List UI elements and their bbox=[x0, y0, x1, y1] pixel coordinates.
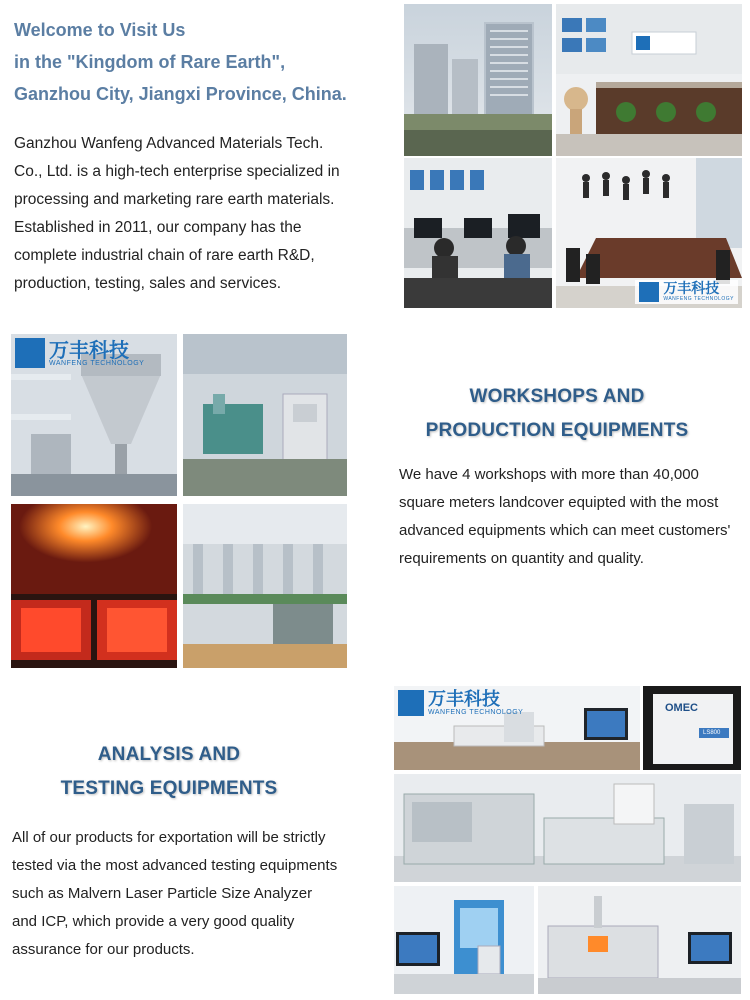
logo-chinese-text: 万丰科技 bbox=[663, 281, 720, 297]
workshops-paragraph bbox=[399, 461, 744, 573]
workshop-mixing-tank-photo bbox=[11, 334, 177, 496]
logo-chinese-text: 万丰科技 bbox=[428, 688, 500, 710]
workshops-line: advanced equipments which can meet customers' bbox=[399, 522, 731, 539]
workshops-title-line-1: WORKSHOPS AND bbox=[469, 386, 645, 407]
wanfeng-logo-icon bbox=[639, 282, 659, 302]
lab-instruments-photo bbox=[394, 886, 534, 994]
wanfeng-logo bbox=[635, 280, 738, 304]
production-line-photo bbox=[183, 504, 347, 668]
lab-analyzer-photo bbox=[394, 686, 640, 770]
analysis-line: assurance for our products. bbox=[12, 941, 195, 958]
analysis-line: tested via the most advanced testing equipments bbox=[12, 857, 338, 874]
workshops-title bbox=[404, 380, 710, 448]
wanfeng-logo-icon bbox=[15, 338, 45, 368]
omec-particle-analyzer-photo bbox=[643, 686, 741, 770]
intro-line: Established in 2011, our company has the bbox=[14, 219, 302, 236]
wanfeng-logo bbox=[398, 690, 523, 716]
analysis-title bbox=[14, 738, 324, 806]
workshops-title-line-2: PRODUCTION EQUIPMENTS bbox=[425, 420, 689, 441]
analysis-paragraph bbox=[12, 824, 382, 964]
welcome-block bbox=[14, 14, 394, 110]
meeting-room-photo bbox=[556, 158, 742, 308]
welcome-line-3: Ganzhou City, Jiangxi Province, China. bbox=[14, 84, 347, 104]
atomic-absorption-photo bbox=[538, 886, 741, 994]
welcome-line-1: Welcome to Visit Us bbox=[14, 20, 186, 40]
ls800-label: LS800 bbox=[703, 730, 721, 736]
workshops-line: square meters landcover equipted with the most bbox=[399, 494, 719, 511]
intro-line: processing and marketing rare earth materials. bbox=[14, 191, 335, 208]
reception-lobby-photo bbox=[556, 4, 742, 156]
analysis-line: such as Malvern Laser Particle Size Analyzer bbox=[12, 885, 313, 902]
analysis-line: All of our products for exportation will be strictly bbox=[12, 829, 326, 846]
workshops-line: We have 4 workshops with more than 40,000 bbox=[399, 466, 699, 483]
office-workstations-photo bbox=[404, 158, 552, 308]
logo-chinese-text: 万丰科技 bbox=[49, 337, 129, 362]
intro-line: complete industrial chain of rare earth R&D, bbox=[14, 247, 315, 264]
analysis-title-line-1: ANALYSIS AND bbox=[97, 744, 241, 765]
logo-english-text: WANFENG TECHNOLOGY bbox=[49, 359, 145, 367]
intro-paragraph bbox=[14, 130, 394, 298]
omec-label: OMEC bbox=[665, 702, 698, 714]
furnace-photo bbox=[11, 504, 177, 668]
analysis-title-line-2: TESTING EQUIPMENTS bbox=[60, 778, 278, 799]
logo-english-text: WANFENG TECHNOLOGY bbox=[663, 296, 734, 302]
wanfeng-logo-icon bbox=[398, 690, 424, 716]
intro-line: Co., Ltd. is a high-tech enterprise specialized in bbox=[14, 163, 340, 180]
workshops-line: requirements on quantity and quality. bbox=[399, 550, 644, 567]
logo-english-text: WANFENG TECHNOLOGY bbox=[428, 708, 524, 716]
workshop-machinery-photo bbox=[183, 334, 347, 496]
analysis-line: and ICP, which provide a very good quality bbox=[12, 913, 295, 930]
welcome-line-2: in the "Kingdom of Rare Earth", bbox=[14, 52, 286, 72]
icp-spectrometer-photo bbox=[394, 774, 741, 882]
wanfeng-logo bbox=[15, 338, 144, 368]
intro-line: Ganzhou Wanfeng Advanced Materials Tech. bbox=[14, 135, 324, 152]
intro-line: production, testing, sales and services. bbox=[14, 275, 282, 292]
office-building-photo bbox=[404, 4, 552, 156]
